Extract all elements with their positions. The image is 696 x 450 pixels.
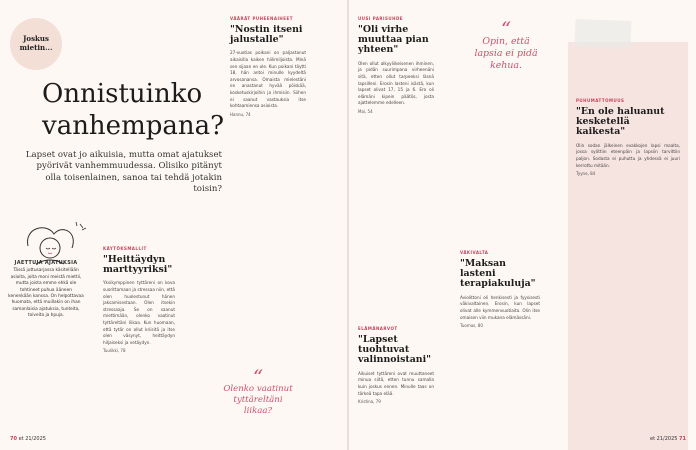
caption-title: JAETTUJA AJATUKSIA (14, 260, 78, 266)
pull-quote-1 (218, 365, 298, 417)
lede: Lapset ovat jo aikuisia, mutta omat ajatukset pyörivät vanhemmuudessa. Olisiko pitänyt olla toisenlainen, sanoa tai tehdä jotakin toisin? (25, 150, 222, 195)
pq-line: liikaa? (243, 406, 273, 416)
pq-line: Olenko vaatinut (223, 384, 293, 394)
story-body: Yksikymppinen tyttäreni on kova suorittamaan ja stressaa niin, että olen huolestunut hänen jaksamisestaan. Olen itsekin stressaaja. Se on saanut miettimään, olenko vaatinut tyttäreltäni liikaa. Kun huomaan, että tytär on ollut kriisitä ja itse olen väsynyt, heittäydyn hiljaiseksi ja vetäydyn. (103, 280, 175, 345)
caption-text: Tässä juttusarjassa käsitellään asioita, joita moni meistä miettii, mutta joista emme ehkä ole tohtineet puhua ääneen kenenkään kanssa. On helpottavaa huomata, että muillakin on ihan samanlaisia ajatuksia, tunteita, toiveita ja hpuja. (8, 268, 84, 319)
story-kicker: ELÄMÄNARVOT (358, 326, 398, 331)
story-title: "Nostin itseni jalustalle" (230, 23, 303, 45)
story-6 (576, 98, 680, 178)
author-name: Mai, 54 (358, 108, 373, 114)
magazine-issue: et 21/2025 (650, 436, 678, 442)
author-name: Kristina, 79 (358, 399, 381, 405)
story-3 (358, 16, 434, 116)
magazine-issue: et 21/2025 (18, 436, 46, 442)
folio-right (650, 436, 686, 442)
quote-mark-icon: “ (500, 17, 512, 41)
page-number: 70 (10, 436, 17, 442)
story-body: Olin sodan jälkeinen evakkojen lapsi maalta, jossa syöttiin eteenpäin ja lapsiin tarvittiin paljon. Sodasta ei puhuttu ja yhdessä ei juuri kerrottu mitään. (576, 142, 680, 168)
story-body: 27-vuotias poikani on paljastanut aikaisilla kaiken hiilimiljoista. Minä sen sijaan en ole. Kun poikani täytti 18, hän antoi minulle kyydeltä arvosanansa. Omaista mielestäni en anastanut hyvää pöiskää, kosketuskirjoihin ja ihmisiin. Siihen ei saanut vastauksia itse kohtaamiensa asioista. (230, 50, 306, 109)
story-kicker: VÄÄRÄT PUHEENAIHEET (230, 16, 293, 21)
pq-line: lapsia ei pidä (474, 48, 538, 59)
pq-line: kehua. (490, 60, 522, 71)
series-caption (8, 260, 84, 320)
pq-line: Opin, että (482, 36, 530, 47)
series-badge (10, 18, 62, 70)
story-1 (230, 16, 306, 118)
tape-decoration (575, 19, 632, 49)
story-body: Olen ollut alkyyliikeisenen ihminen, ja pidän suurimpana virheenäni sitä, etten ollut tarpeeksi läsnä lapsilleni. Erosin lasteni isästä, kun lapset olivat 17, 15 ja 6. Ero oli elämäni kipein päätös, josta ajattelemme edelleen. (358, 60, 434, 106)
page-title (42, 78, 225, 142)
author-name: Tuomas, 80 (460, 323, 483, 329)
story-4 (358, 326, 434, 406)
title-line-1: Onnistuinko (42, 79, 203, 109)
folio-left (10, 436, 46, 442)
story-body: Aviolittoni oli henkisesti ja fyysisesti väkivaltainen. Erosin, kun lapset olivat alle kymmenvuotiaita. Olin itse omaisen viin mukana elämässäni. (460, 294, 540, 320)
page-number: 71 (679, 436, 686, 442)
story-title: "Heittäydyn marttyyriksi" (103, 253, 173, 275)
author-name: Hannu, 74 (230, 111, 251, 117)
story-kicker: UUSI PARISUHDE (358, 16, 404, 21)
author-name: Tuulikki, 78 (103, 348, 126, 354)
pull-quote-2 (464, 17, 548, 72)
story-kicker: PUHUMATTOMUUS (576, 98, 625, 103)
story-5 (460, 250, 540, 330)
author-name: Tyyne, 84 (576, 171, 596, 177)
story-title: "Maksan lasteni terapiakuluja" (460, 257, 536, 290)
badge-line-2: mietin... (19, 43, 53, 52)
quote-mark-icon: “ (252, 365, 264, 389)
pq-line: tyttäreltäni (233, 395, 283, 405)
story-2 (103, 246, 175, 355)
story-kicker: KÄYTÖKSMALLIT (103, 246, 147, 251)
story-title: "En ole haluanut kesketellä kaikesta" (576, 105, 665, 138)
title-line-2: vanhempana? (42, 111, 225, 141)
badge-line-1: Joskus (23, 34, 49, 43)
story-title: "Oli virhe muuttaa pian yhteen" (358, 23, 429, 56)
story-body: Aikuiset tyttäreni ovat muuttaneet minua siitä, etten tunnu samalla kuin joskus ennen. Minulle taas on tärkeä tapa elää. (358, 370, 434, 396)
story-kicker: VÄKIVALTA (460, 250, 489, 255)
story-title: "Lapset tuohtuvat valinnoistani" (358, 333, 432, 366)
